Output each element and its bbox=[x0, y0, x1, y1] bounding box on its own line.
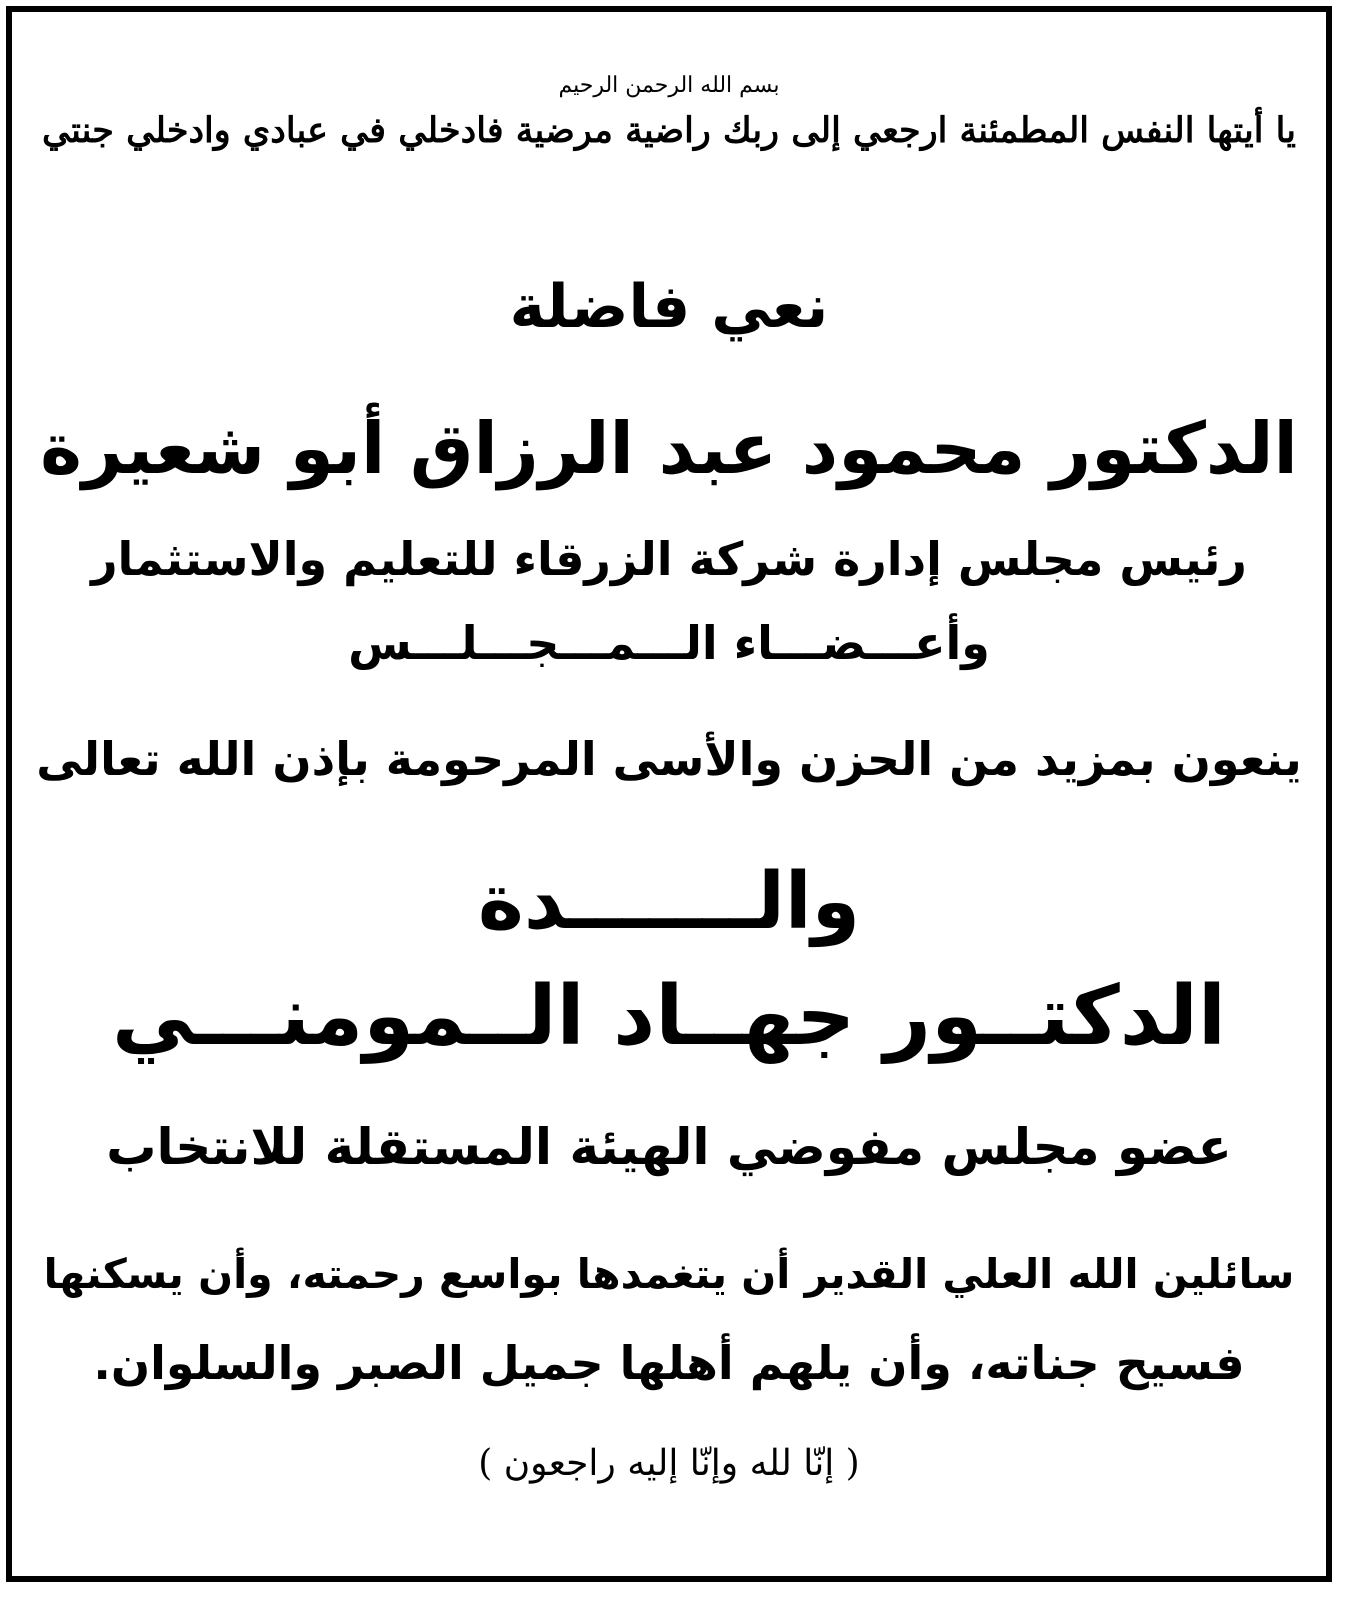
board-members-line: وأعـــضـــاء الـــمـــجـــلـــس bbox=[348, 616, 990, 670]
mourner-name: الدكتور محمود عبد الرزاق أبو شعيرة bbox=[40, 407, 1298, 490]
prayer-line-2: فسيح جناته، وأن يلهم أهلها جميل الصبر والسلوان. bbox=[93, 1336, 1245, 1390]
quran-verse: يا أيتها النفس المطمئنة ارجعي إلى ربك راضية مرضية فادخلي في عبادي وادخلي جنتي bbox=[41, 110, 1297, 151]
relation-label: والـــــــدة bbox=[477, 857, 861, 947]
basmala: بسم الله الرحمن الرحيم bbox=[558, 73, 780, 98]
mourner-title: رئيس مجلس إدارة شركة الزرقاء للتعليم والاستثمار bbox=[91, 532, 1247, 586]
notice-heading: نعي فاضلة bbox=[509, 272, 829, 342]
closing-verse: ( إنّا لله وإنّا إليه راجعون ) bbox=[478, 1443, 860, 1484]
announcement-text: ينعون بمزيد من الحزن والأسى المرحومة بإذن الله تعالى bbox=[36, 732, 1302, 786]
relative-name: الدكتــور جهــاد الــمومنـــي bbox=[112, 969, 1226, 1064]
relative-title: عضو مجلس مفوضي الهيئة المستقلة للانتخاب bbox=[106, 1118, 1232, 1176]
prayer-line-1: سائلين الله العلي القدير أن يتغمدها بواسع رحمته، وأن يسكنها bbox=[43, 1250, 1295, 1298]
notice-border-frame bbox=[6, 6, 1332, 1582]
